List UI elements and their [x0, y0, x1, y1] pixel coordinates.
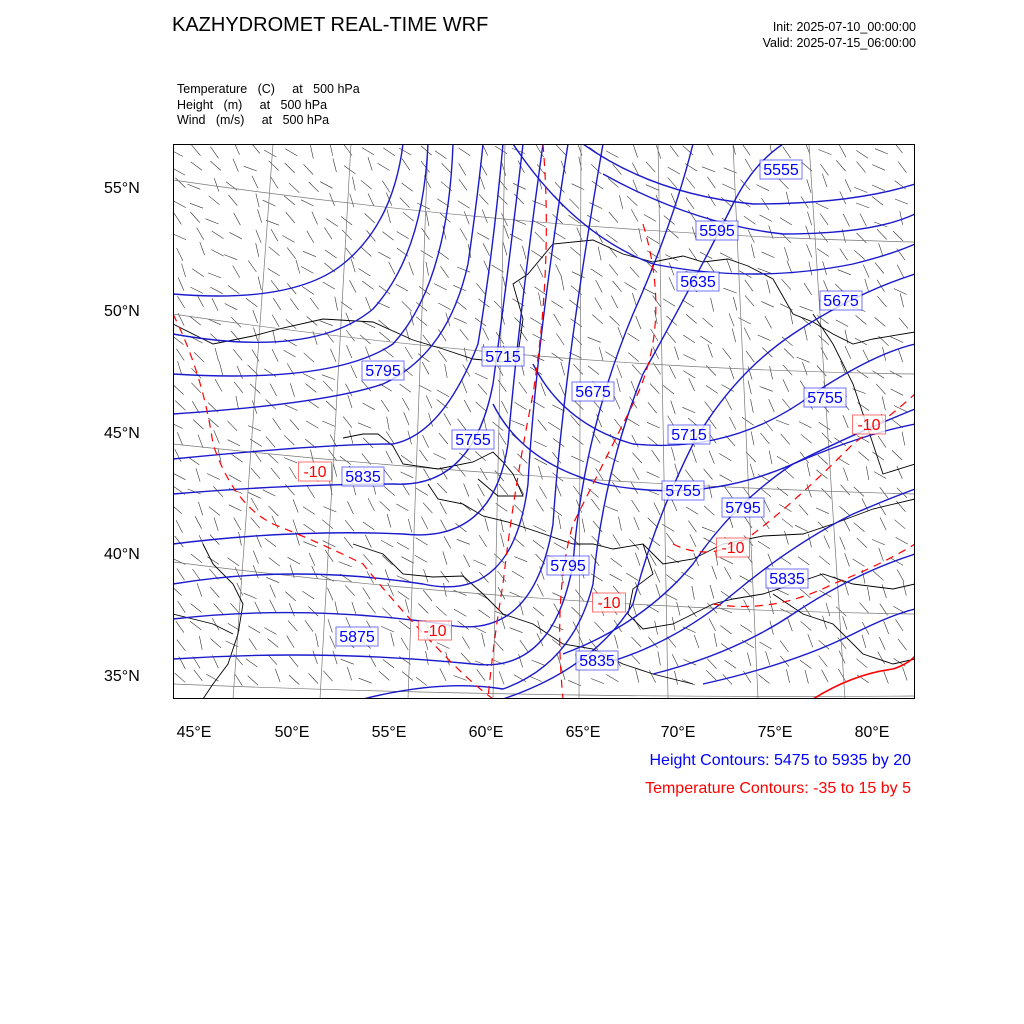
height-label: 5555: [763, 162, 799, 179]
height-label: 5795: [365, 363, 401, 380]
height-label: 5795: [725, 500, 761, 517]
lon-label-75: 75°E: [757, 724, 793, 741]
field-wind: Wind (m/s) at 500 hPa: [177, 113, 330, 127]
field-height: Height (m) at 500 hPa: [177, 97, 328, 112]
temperature-label: -10: [721, 540, 745, 557]
init-time: Init: 2025-07-10_00:00:00: [772, 20, 916, 34]
field-temperature: Temperature (C) at 500 hPa: [177, 82, 360, 96]
height-label: 5675: [575, 384, 611, 401]
lon-label-60: 60°E: [468, 724, 504, 741]
lon-label-70: 70°E: [660, 724, 696, 741]
lat-label-55: 55°N: [104, 180, 140, 197]
valid-time: Valid: 2025-07-15_06:00:00: [762, 36, 916, 50]
height-label: 5715: [485, 349, 521, 366]
height-label: 5755: [807, 390, 843, 407]
temperature-label: -10: [423, 623, 447, 640]
lat-label-35: 35°N: [104, 668, 140, 685]
lat-label-40: 40°N: [104, 546, 140, 563]
height-label: 5835: [579, 653, 615, 670]
lat-label-45: 45°N: [104, 425, 140, 442]
temperature-label: -10: [857, 417, 881, 434]
temperature-label: -10: [597, 595, 621, 612]
temperature-label: -10: [303, 464, 327, 481]
height-contour-legend: Height Contours: 5475 to 5935 by 20: [649, 752, 911, 769]
height-label: 5675: [823, 293, 859, 310]
height-label: 5595: [699, 223, 735, 240]
map-title: KAZHYDROMET REAL-TIME WRF: [172, 14, 489, 36]
run-times: [763, 19, 916, 51]
field-list: [177, 82, 360, 129]
lon-label-50: 50°E: [274, 724, 310, 741]
height-label: 5835: [769, 571, 805, 588]
map-background: [173, 144, 915, 699]
height-label: 5795: [550, 558, 586, 575]
temperature-contour-legend: Temperature Contours: -35 to 15 by 5: [645, 780, 911, 797]
lon-label-80: 80°E: [854, 724, 890, 741]
lon-label-65: 65°E: [565, 724, 601, 741]
lon-label-45: 45°E: [176, 724, 212, 741]
height-label: 5755: [455, 432, 491, 449]
height-label: 5715: [671, 427, 707, 444]
height-label: 5835: [345, 469, 381, 486]
lat-label-50: 50°N: [104, 303, 140, 320]
lon-label-55: 55°E: [371, 724, 407, 741]
height-label: 5635: [680, 274, 716, 291]
height-label: 5875: [339, 629, 375, 646]
weather-map: [173, 144, 915, 699]
height-label: 5755: [665, 483, 701, 500]
